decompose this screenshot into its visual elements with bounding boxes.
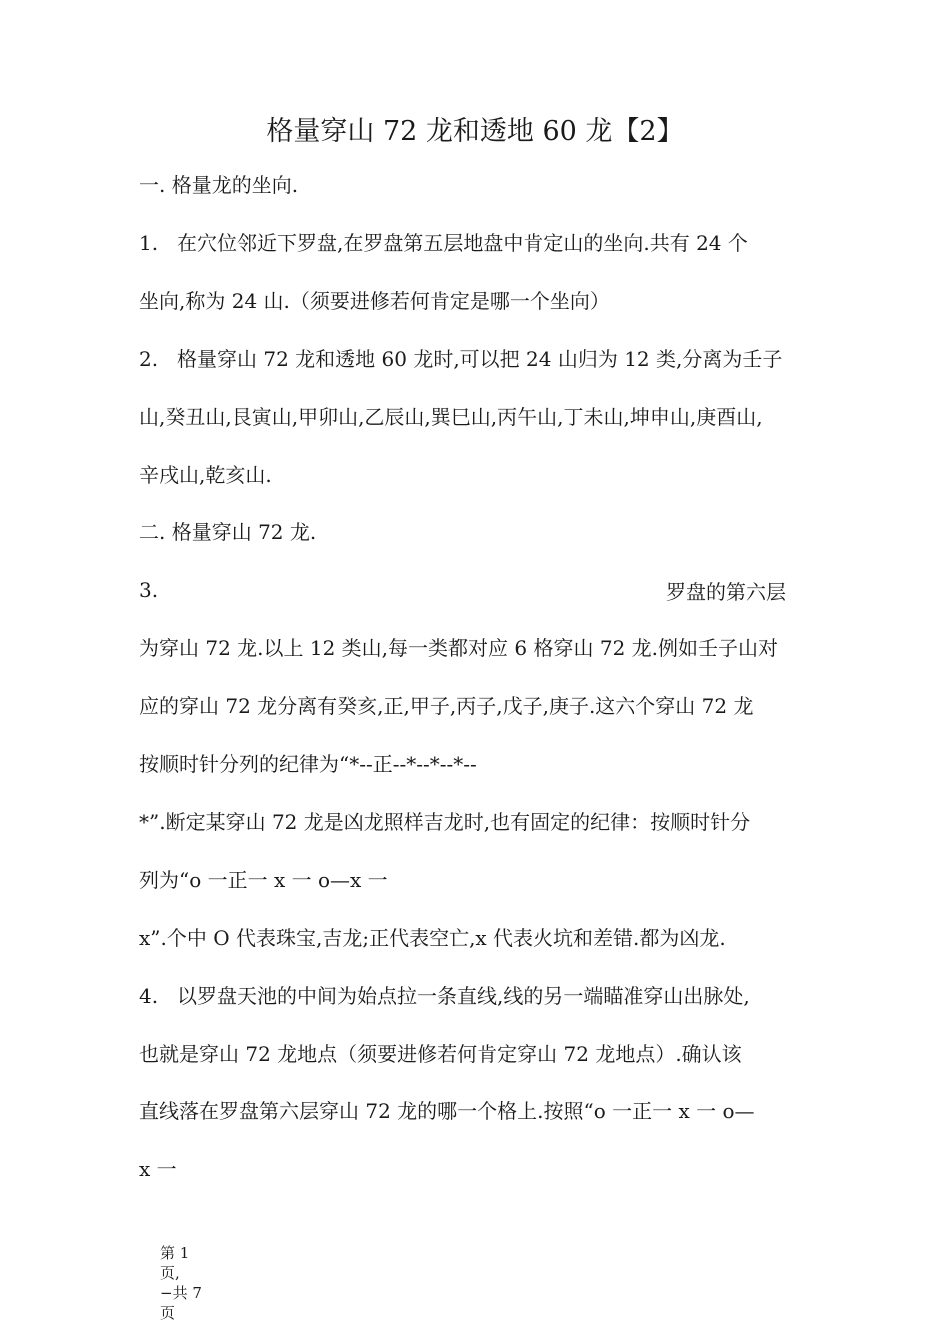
body-line (139, 691, 753, 721)
line-text: 格量穿山 72 龙和透地 60 龙时,可以把 24 山归为 12 类,分离为壬子 (177, 347, 783, 371)
body-line-fragment: 罗盘的第六层 (666, 580, 786, 604)
body-line (139, 460, 272, 490)
body-line (139, 981, 750, 1011)
line-text: 直线落在罗盘第六层穿山 72 龙的哪一个格上.按照“o 一正一 x 一 o— (139, 1099, 755, 1123)
page-footer (160, 1243, 220, 1323)
body-line (139, 807, 750, 837)
footer-line: 第 1 (160, 1244, 190, 1262)
line-text: 列为“o 一正一 x 一 o—x 一 (139, 868, 388, 892)
footer-line: 页, (160, 1264, 180, 1282)
body-line (139, 344, 782, 374)
line-text: x 一 (139, 1157, 177, 1181)
list-number: 1. (139, 231, 159, 255)
line-text: 按顺时针分列的纪律为“*--正--*--*--*-- (139, 752, 477, 776)
footer-line: 页 (160, 1304, 176, 1322)
line-text: 山,癸丑山,艮寅山,甲卯山,乙辰山,巽巳山,丙午山,丁未山,坤申山,庚酉山, (139, 405, 763, 429)
line-text: 二. 格量穿山 72 龙. (139, 520, 317, 544)
list-number: 4. (139, 984, 159, 1008)
body-line (139, 517, 316, 547)
body-line (139, 286, 610, 316)
line-text: 应的穿山 72 龙分离有癸亥,正,甲子,丙子,戊子,庚子.这六个穿山 72 龙 (139, 694, 754, 718)
list-number: 3. (139, 578, 159, 602)
page-title: 格量穿山 72 龙和透地 60 龙【2】 (266, 116, 684, 147)
line-text: 辛戌山,乾亥山. (139, 463, 272, 487)
line-text: 坐向,称为 24 山.（须要进修若何肯定是哪一个坐向） (139, 289, 610, 313)
body-line (139, 1096, 755, 1126)
footer-line: −共 7 (160, 1284, 202, 1302)
line-text: 一. 格量龙的坐向. (139, 173, 299, 197)
line-text: x”.个中 O 代表珠宝,吉龙;正代表空亡,x 代表火坑和差错.都为凶龙. (139, 926, 726, 950)
body-line (139, 170, 298, 200)
body-line (139, 749, 477, 779)
body-line (139, 1154, 177, 1184)
body-line (139, 575, 177, 605)
line-text: 在穴位邻近下罗盘,在罗盘第五层地盘中肯定山的坐向.共有 24 个 (177, 231, 748, 255)
line-text: 也就是穿山 72 龙地点（须要进修若何肯定穿山 72 龙地点）.确认该 (139, 1042, 742, 1066)
body-line (139, 1039, 742, 1069)
body-line (139, 228, 748, 258)
body-line (139, 923, 726, 953)
line-text: 为穿山 72 龙.以上 12 类山,每一类都对应 6 格穿山 72 龙.例如壬子山对 (139, 636, 779, 660)
body-line (139, 865, 388, 895)
body-line (139, 633, 778, 663)
list-number: 2. (139, 347, 159, 371)
line-text: 以罗盘天池的中间为始点拉一条直线,线的另一端瞄准穿山出脉处, (177, 984, 750, 1008)
body-line (139, 402, 763, 432)
line-text: *”.断定某穿山 72 龙是凶龙照样吉龙时,也有固定的纪律：按顺时针分 (139, 810, 751, 834)
